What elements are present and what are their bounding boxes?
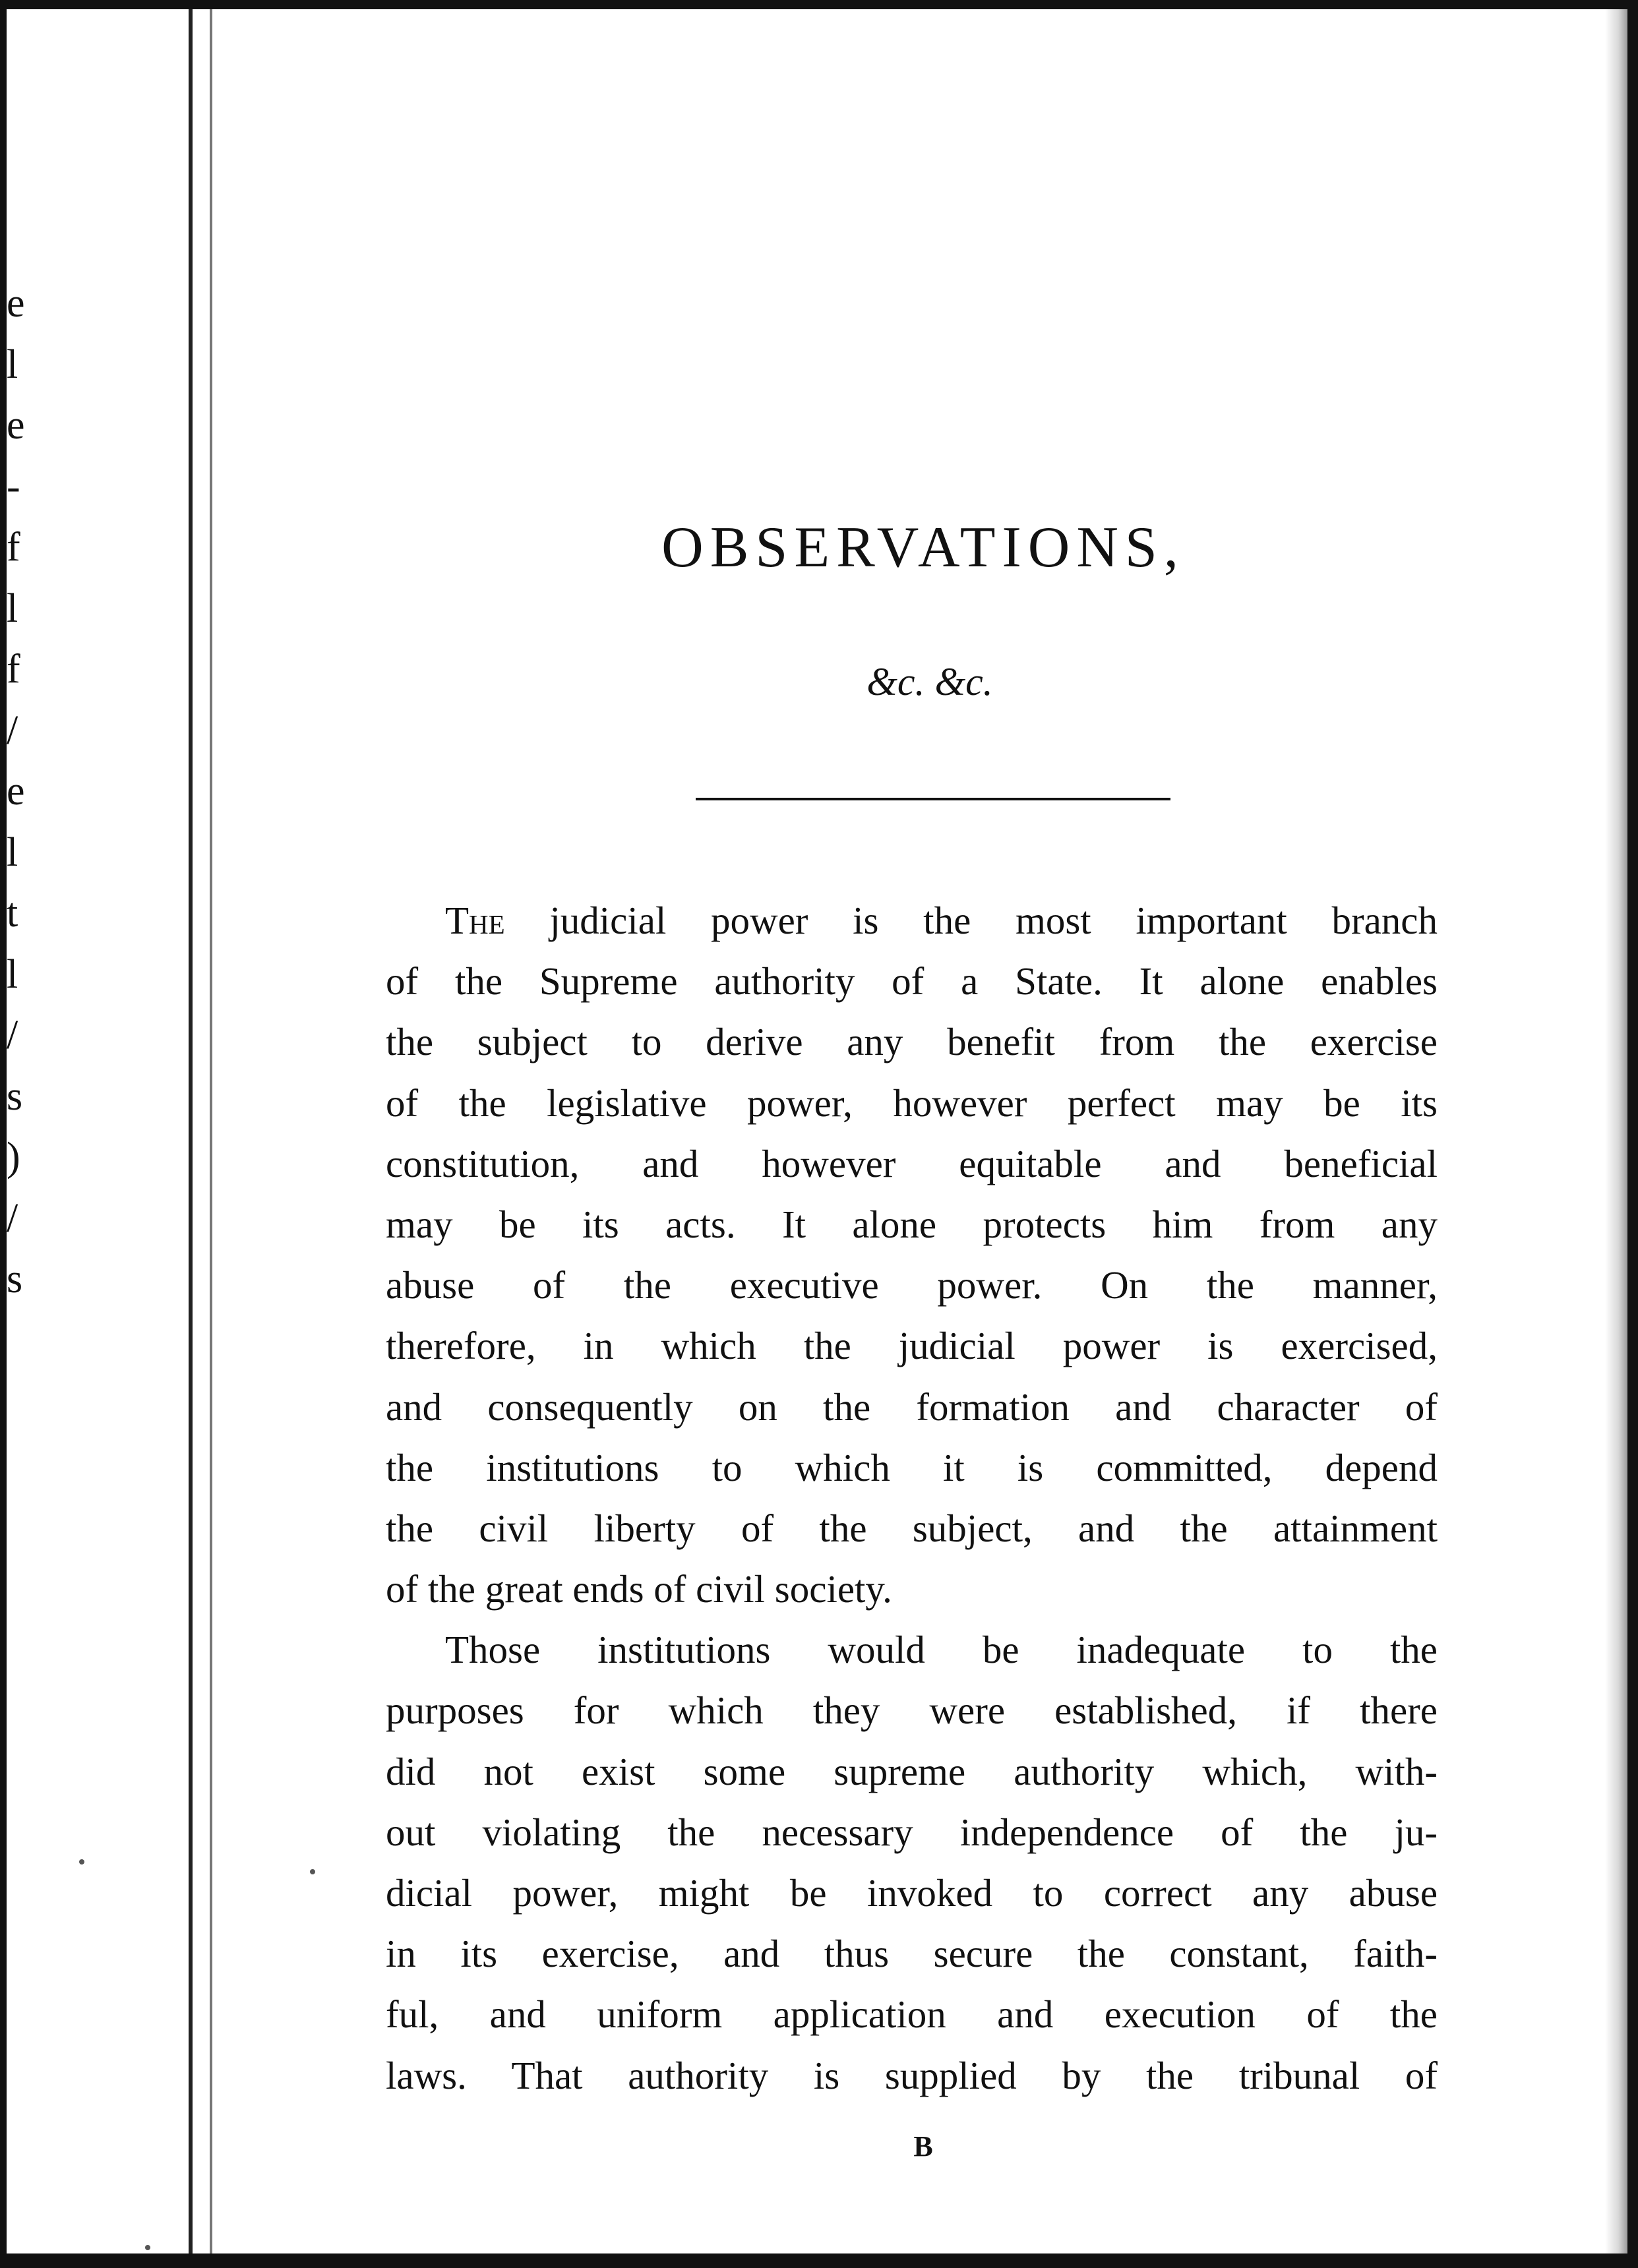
text-line — [386, 890, 1438, 951]
text-line: ful, and uniform application and execution of the — [386, 1992, 1438, 2037]
facing-page-fragment: l — [7, 342, 18, 387]
facing-page-fragment: e — [7, 281, 25, 326]
signature-mark: B — [913, 2130, 933, 2163]
text-line: of the great ends of civil society. — [386, 1567, 892, 1611]
facing-page-fragment: l — [7, 829, 18, 875]
scan-border-bottom — [0, 2253, 1638, 2268]
facing-page — [7, 9, 198, 2253]
page-subtitle: &c. &c. — [866, 660, 993, 703]
facing-page-fragment: / — [7, 1013, 18, 1058]
text-line: out violating the necessary independence of the ju- — [386, 1810, 1438, 1854]
facing-page-fragment: s — [7, 1257, 23, 1301]
facing-page-text-fragments — [7, 273, 33, 1310]
scan-border-left — [0, 0, 7, 2268]
title-divider-rule — [696, 798, 1170, 800]
text-line: in its exercise, and thus secure the constant, faith- — [386, 1932, 1438, 1976]
page-title: OBSERVATIONS, — [661, 516, 1185, 580]
scan-border-right — [1627, 0, 1638, 2268]
body-text — [386, 890, 1438, 2106]
facing-page-fragment: f — [7, 647, 20, 692]
text-line: may be its acts. It alone protects him from any — [386, 1202, 1438, 1246]
facing-page-fragment: f — [7, 525, 20, 570]
facing-page-fragment: / — [7, 707, 18, 753]
page-gutter-edge — [189, 9, 193, 2253]
page-right-edge-shadow — [1605, 9, 1627, 2253]
scan-speck — [79, 1859, 84, 1865]
text-line: abuse of the executive power. On the manner, — [386, 1263, 1438, 1307]
text-line: did not exist some supreme authority which, with- — [386, 1749, 1438, 1793]
scan-speck — [145, 2245, 150, 2250]
text-line: constitution, and however equitable and beneficial — [386, 1141, 1438, 1185]
facing-page-fragment: s — [7, 1073, 23, 1119]
text-line: Those institutions would be inadequate to the — [445, 1628, 1438, 1672]
opening-word: The — [445, 899, 505, 942]
text-line: the civil liberty of the subject, and the attainment — [386, 1506, 1438, 1550]
text-line: the subject to derive any benefit from the exercise — [386, 1020, 1438, 1064]
text-line: dicial power, might be invoked to correct any abuse — [386, 1871, 1438, 1915]
facing-page-fragment: e — [7, 769, 25, 814]
facing-page-fragment: - — [7, 463, 20, 509]
facing-page-fragment: ) — [7, 1135, 20, 1179]
text-line: of the legislative power, however perfect may be its — [386, 1081, 1438, 1125]
facing-page-fragment: t — [7, 891, 18, 936]
text-line: the institutions to which it is committed, depend — [386, 1445, 1438, 1489]
facing-page-fragment: / — [7, 1195, 18, 1241]
scan-speck — [310, 1869, 315, 1874]
text-line: and consequently on the formation and character of — [386, 1385, 1438, 1429]
text-line-content: judicial power is the most important branch — [504, 899, 1438, 942]
facing-page-fragment: e — [7, 403, 25, 448]
text-line: purposes for which they were established, if there — [386, 1688, 1438, 1733]
facing-page-fragment: l — [7, 585, 18, 631]
text-line: of the Supreme authority of a State. It alone enables — [386, 959, 1438, 1003]
scan-border-top — [0, 0, 1638, 9]
text-line: laws. That authority is supplied by the tribunal of — [386, 2053, 1438, 2097]
facing-page-fragment: l — [7, 951, 18, 997]
text-line: therefore, in which the judicial power is exercised, — [386, 1324, 1438, 1368]
